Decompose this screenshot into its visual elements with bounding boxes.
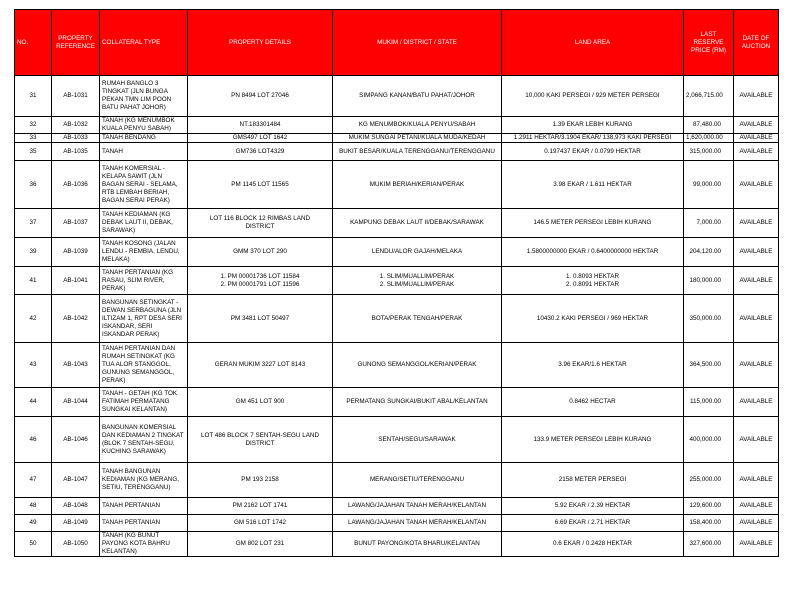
property-details-line: GM736 LOT4329 <box>235 147 285 155</box>
mukim-district-state <box>333 532 502 557</box>
row-number: 39 <box>15 238 52 267</box>
land-area-line: 3.98 EKAR / 1.611 HEKTAR <box>553 180 632 188</box>
collateral-type: TANAH (KG BUNUT PAYONG KOTA BAHRU KELANTAN) <box>100 532 188 557</box>
table-body <box>15 76 779 557</box>
mukim-district-state-line: BUKIT BESAR/KUALA TERENGGANU/TERENGGANU <box>339 147 495 155</box>
auction-date: AVAILABLE <box>734 463 779 498</box>
last-reserve-price: 315,000.00 <box>684 143 734 161</box>
auction-date: AVAILABLE <box>734 388 779 417</box>
last-reserve-price: 400,000.00 <box>684 417 734 463</box>
last-reserve-price: 115,000.00 <box>684 388 734 417</box>
mukim-district-state <box>333 143 502 161</box>
mukim-district-state-line: LAWANG/JAJAHAN TANAH MERAH/KELANTAN <box>347 502 487 509</box>
mukim-district-state-line: BUNUT PAYONG/KOTA BHARU/KELANTAN <box>354 540 480 547</box>
mukim-district-state-line: PERMATANG SUNGKAI/BUKIT ABAL/KELANTAN <box>346 398 488 405</box>
last-reserve-price: 7,000.00 <box>684 209 734 238</box>
auction-date: AVAILABLE <box>734 143 779 161</box>
land-area <box>502 295 684 343</box>
land-area-line: 5.92 EKAR / 2.39 HEKTAR <box>554 502 631 509</box>
last-reserve-price: 364,500.00 <box>684 343 734 388</box>
mukim-district-state <box>333 463 502 498</box>
auction-date: AVAILABLE <box>734 295 779 343</box>
property-details-line: GM 451 LOT 900 <box>235 398 285 405</box>
table-row <box>15 143 779 161</box>
land-area-line: 1. 0.8093 HEKTAR <box>565 272 620 280</box>
property-details <box>188 117 333 134</box>
property-reference: AB-1046 <box>52 417 100 463</box>
mukim-district-state <box>333 76 502 117</box>
property-details-line: 1. PM 00001736 LOT 11584 <box>220 272 300 280</box>
last-reserve-price: 350,000.00 <box>684 295 734 343</box>
property-details-line: DISTRICT <box>245 439 275 447</box>
land-area <box>502 463 684 498</box>
land-area <box>502 343 684 388</box>
last-reserve-price: 255,000.00 <box>684 463 734 498</box>
mukim-district-state <box>333 515 502 532</box>
header-mukim-district-state: MUKIM / DISTRICT / STATE <box>333 10 502 76</box>
collateral-type: TANAH (KG MENUMBOK KUALA PENYU SABAH) <box>100 117 188 134</box>
auction-date: AVAILABLE <box>734 515 779 532</box>
mukim-district-state <box>333 117 502 134</box>
collateral-type: RUMAH BANGLO 3 TINGKAT (JLN BUNGA PEKAN TMN LIM POON BATU PAHAT JOHOR) <box>100 76 188 117</box>
header-property-reference: PROPERTY REFERENCE <box>52 10 100 76</box>
mukim-district-state-line: GUNONG SEMANGGOL/KERIAN/PERAK <box>357 361 477 368</box>
row-number: 35 <box>15 143 52 161</box>
auction-date: AVAILABLE <box>734 209 779 238</box>
mukim-district-state <box>333 209 502 238</box>
property-reference: AB-1036 <box>52 161 100 209</box>
table-row <box>15 343 779 388</box>
collateral-type: TANAH KOMERSIAL - KELAPA SAWIT (JLN BAGAN SERAI - SELAMA, RTB LEMBAH BERIAH, BAGAN SERAI PERAK) <box>100 161 188 209</box>
land-area-line: 10430.2 KAKI PERSEGI / 969 HEKTAR <box>536 314 649 322</box>
mukim-district-state-line: SIMPANG KANAN/BATU PAHAT/JOHOR <box>359 92 475 99</box>
row-number: 43 <box>15 343 52 388</box>
table-row <box>15 161 779 209</box>
mukim-district-state-line: MUKIM BERIAH/KERIAN/PERAK <box>369 180 465 188</box>
auction-date: AVAILABLE <box>734 267 779 295</box>
mukim-district-state <box>333 134 502 143</box>
mukim-district-state <box>333 388 502 417</box>
property-details <box>188 143 333 161</box>
property-details <box>188 267 333 295</box>
auction-date: AVAILABLE <box>734 161 779 209</box>
land-area <box>502 388 684 417</box>
last-reserve-price: 180,000.00 <box>684 267 734 295</box>
table-row <box>15 515 779 532</box>
property-details-line: GMM 370 LOT 290 <box>233 248 287 255</box>
last-reserve-price: 327,600.00 <box>684 532 734 557</box>
collateral-type: TANAH PERTANIAN (KG RASAU, SLIM RIVER, PERAK) <box>100 267 188 295</box>
last-reserve-price: 99,000.00 <box>684 161 734 209</box>
mukim-district-state-line: SENTAH/SEGU/SARAWAK <box>378 435 456 443</box>
collateral-type: TANAH KEDIAMAN (KG DEBAK LAUT II, DEBAK, SARAWAK) <box>100 209 188 238</box>
table-row <box>15 267 779 295</box>
mukim-district-state <box>333 417 502 463</box>
property-reference: AB-1042 <box>52 295 100 343</box>
property-details <box>188 463 333 498</box>
auction-date: AVAILABLE <box>734 134 779 143</box>
mukim-district-state-line: MERANG/SETIU/TERENGGANU <box>369 476 465 483</box>
land-area-line: 0.197437 EKAR / 0.0799 HEKTAR <box>544 147 641 155</box>
auction-sheet <box>14 9 778 557</box>
mukim-district-state-line: 1. SLIM/MUALLIM/PERAK <box>379 272 455 280</box>
row-number: 47 <box>15 463 52 498</box>
mukim-district-state <box>333 267 502 295</box>
mukim-district-state <box>333 343 502 388</box>
land-area <box>502 209 684 238</box>
header-property-details: PROPERTY DETAILS <box>188 10 333 76</box>
property-details-line: NT.183301484 <box>239 121 281 128</box>
property-details <box>188 388 333 417</box>
land-area <box>502 117 684 134</box>
land-area-line: 2158 METER PERSEGI <box>558 476 627 483</box>
row-number: 44 <box>15 388 52 417</box>
row-number: 49 <box>15 515 52 532</box>
property-details <box>188 134 333 143</box>
table-row <box>15 388 779 417</box>
header-land-area: LAND AREA <box>502 10 684 76</box>
header-collateral-type: COLLATERAL TYPE <box>100 10 188 76</box>
mukim-district-state-line: BOTA/PERAK TENGAH/PERAK <box>371 314 463 322</box>
auction-date: AVAILABLE <box>734 417 779 463</box>
property-reference: AB-1041 <box>52 267 100 295</box>
collateral-type: BANGUNAN KOMERSIAL DAN KEDIAMAN 2 TINGKAT (BLOK 7 SENTAH-SEGU, KUCHING SARAWAK) <box>100 417 188 463</box>
table-row <box>15 238 779 267</box>
auction-date: AVAILABLE <box>734 532 779 557</box>
table-row <box>15 463 779 498</box>
row-number: 48 <box>15 498 52 515</box>
property-reference: AB-1049 <box>52 515 100 532</box>
property-reference: AB-1037 <box>52 209 100 238</box>
mukim-district-state-line: LAWANG/JAJAHAN TANAH MERAH/KELANTAN <box>347 519 487 526</box>
header-no: NO. <box>15 10 52 76</box>
row-number: 46 <box>15 417 52 463</box>
collateral-type: TANAH <box>100 143 188 161</box>
property-reference: AB-1031 <box>52 76 100 117</box>
property-details <box>188 515 333 532</box>
property-details-line: LOT 116 BLOCK 12 RIMBAS LAND <box>209 215 311 222</box>
land-area <box>502 238 684 267</box>
property-details <box>188 417 333 463</box>
header-date-of-auction: DATE OF AUCTION <box>734 10 779 76</box>
auction-table <box>14 9 779 557</box>
land-area-line: 10,000 KAKI PERSEGI / 929 METER PERSEGI <box>525 92 660 99</box>
last-reserve-price: 204,120.00 <box>684 238 734 267</box>
auction-date: AVAILABLE <box>734 117 779 134</box>
land-area <box>502 532 684 557</box>
land-area-line: 0.6 EKAR / 0.2428 HEKTAR <box>553 540 632 547</box>
mukim-district-state <box>333 295 502 343</box>
row-number: 42 <box>15 295 52 343</box>
header-last-reserve-price: LAST RESERVE PRICE (RM) <box>684 10 734 76</box>
property-details-line: 2. PM 00001791 LOT 11596 <box>220 280 300 288</box>
property-reference: AB-1032 <box>52 117 100 134</box>
property-details-line: GM 516 LOT 1742 <box>233 519 287 526</box>
property-reference: AB-1033 <box>52 134 100 143</box>
property-details-line: DISTRICT <box>245 223 275 230</box>
property-details-line: LOT 486 BLOCK 7 SENTAH-SEGU LAND <box>200 431 320 439</box>
mukim-district-state-line: KAMPUNG DEBAK LAUT II/DEBAK/SARAWAK <box>350 219 484 226</box>
last-reserve-price: 1,620,000.00 <box>684 134 734 143</box>
mukim-district-state-line: LENDU/ALOR GAJAH/MELAKA <box>371 248 463 255</box>
table-row <box>15 295 779 343</box>
land-area-line: 3.96 EKAR/1.6 HEKTAR <box>558 361 627 368</box>
property-details <box>188 209 333 238</box>
collateral-type: TANAH - GETAH (KG TOK FATIMAH PERMATANG SUNGKAI KELANTAN) <box>100 388 188 417</box>
land-area <box>502 76 684 117</box>
collateral-type: TANAH KOSONG (JALAN LENDU - REMBIA, LENDU, MELAKA) <box>100 238 188 267</box>
property-reference: AB-1035 <box>52 143 100 161</box>
land-area-line: 146.5 METER PERSEGI LEBIH KURANG <box>533 219 652 226</box>
row-number: 36 <box>15 161 52 209</box>
mukim-district-state <box>333 238 502 267</box>
table-row <box>15 417 779 463</box>
last-reserve-price: 87,480.00 <box>684 117 734 134</box>
property-reference: AB-1050 <box>52 532 100 557</box>
land-area-line: 1.2911 HEKTAR/3.1904 EKAR/ 138,973 KAKI PERSEGI <box>513 134 672 141</box>
land-area <box>502 143 684 161</box>
property-details <box>188 343 333 388</box>
property-reference: AB-1044 <box>52 388 100 417</box>
table-row <box>15 76 779 117</box>
land-area <box>502 498 684 515</box>
header-row <box>15 10 779 76</box>
property-details <box>188 238 333 267</box>
property-reference: AB-1047 <box>52 463 100 498</box>
property-reference: AB-1043 <box>52 343 100 388</box>
land-area-line: 2. 0.8091 HEKTAR <box>565 280 620 288</box>
auction-date: AVAILABLE <box>734 238 779 267</box>
row-number: 37 <box>15 209 52 238</box>
property-reference: AB-1048 <box>52 498 100 515</box>
land-area <box>502 161 684 209</box>
mukim-district-state-line: KG MENUMBOK/KUALA PENYU/SABAH <box>358 121 476 128</box>
land-area-line: 1.39 EKAR LEBIH KURANG <box>552 121 633 128</box>
mukim-district-state-line: MUKIM SUNGAI PETANI/KUALA MUDA/KEDAH <box>348 134 486 141</box>
mukim-district-state <box>333 161 502 209</box>
land-area-line: 0.8462 HECTAR <box>569 398 616 405</box>
collateral-type: TANAH PERTANIAN DAN RUMAH SETINGKAT (KG TUA ALOR STANGGOL, GUNUNG SEMANGGOL, PERAK) <box>100 343 188 388</box>
collateral-type: TANAH PERTANIAN <box>100 498 188 515</box>
collateral-type: BANGUNAN SETINGKAT - DEWAN SERBAGUNA (JLN ILTIZAM 1, RPT DESA SERI ISKANDAR, SERI ISKANDAR PERAK) <box>100 295 188 343</box>
row-number: 50 <box>15 532 52 557</box>
land-area-line: 1.5800000000 EKAR / 0.6400000000 HEKTAR <box>526 248 659 255</box>
last-reserve-price: 129,600.00 <box>684 498 734 515</box>
property-details-line: GERAN MUKIM 3227 LOT 8143 <box>214 361 306 368</box>
property-details-line: PM 1145 LOT 11565 <box>231 180 289 188</box>
property-details <box>188 76 333 117</box>
row-number: 33 <box>15 134 52 143</box>
auction-date: AVAILABLE <box>734 498 779 515</box>
property-details-line: PM 193 2158 <box>241 476 279 483</box>
land-area <box>502 515 684 532</box>
row-number: 32 <box>15 117 52 134</box>
auction-date: AVAILABLE <box>734 343 779 388</box>
mukim-district-state <box>333 498 502 515</box>
table-row <box>15 498 779 515</box>
collateral-type: TANAH BANGUNAN KEDIAMAN (KG MERANG, SETIU, TERENGGANU) <box>100 463 188 498</box>
last-reserve-price: 2,066,715.00 <box>684 76 734 117</box>
collateral-type: TANAH PERTANIAN <box>100 515 188 532</box>
auction-date: AVAILABLE <box>734 76 779 117</box>
land-area-line: 6.69 EKAR / 2.71 HEKTAR <box>554 519 631 526</box>
land-area-line: 133.9 METER PERSEGI LEBIH KURANG <box>533 435 652 443</box>
property-details-line: PM 3481 LOT 50497 <box>230 314 290 322</box>
property-details-line: PN 8494 LOT 27046 <box>231 92 289 99</box>
property-details-line: PM 2162 LOT 1741 <box>232 502 288 509</box>
last-reserve-price: 158,400.00 <box>684 515 734 532</box>
table-row <box>15 117 779 134</box>
property-details <box>188 532 333 557</box>
property-details <box>188 295 333 343</box>
property-details <box>188 161 333 209</box>
collateral-type: TANAH BENDANG <box>100 134 188 143</box>
property-reference: AB-1039 <box>52 238 100 267</box>
land-area <box>502 267 684 295</box>
mukim-district-state-line: 2. SLIM/MUALLIM/PERAK <box>379 280 455 288</box>
table-row <box>15 532 779 557</box>
property-details-line: GMS497 LOT 1642 <box>232 134 288 141</box>
land-area <box>502 134 684 143</box>
table-row <box>15 134 779 143</box>
row-number: 31 <box>15 76 52 117</box>
land-area <box>502 417 684 463</box>
row-number: 41 <box>15 267 52 295</box>
table-row <box>15 209 779 238</box>
property-details <box>188 498 333 515</box>
property-details-line: GM 802 LOT 231 <box>235 540 285 547</box>
